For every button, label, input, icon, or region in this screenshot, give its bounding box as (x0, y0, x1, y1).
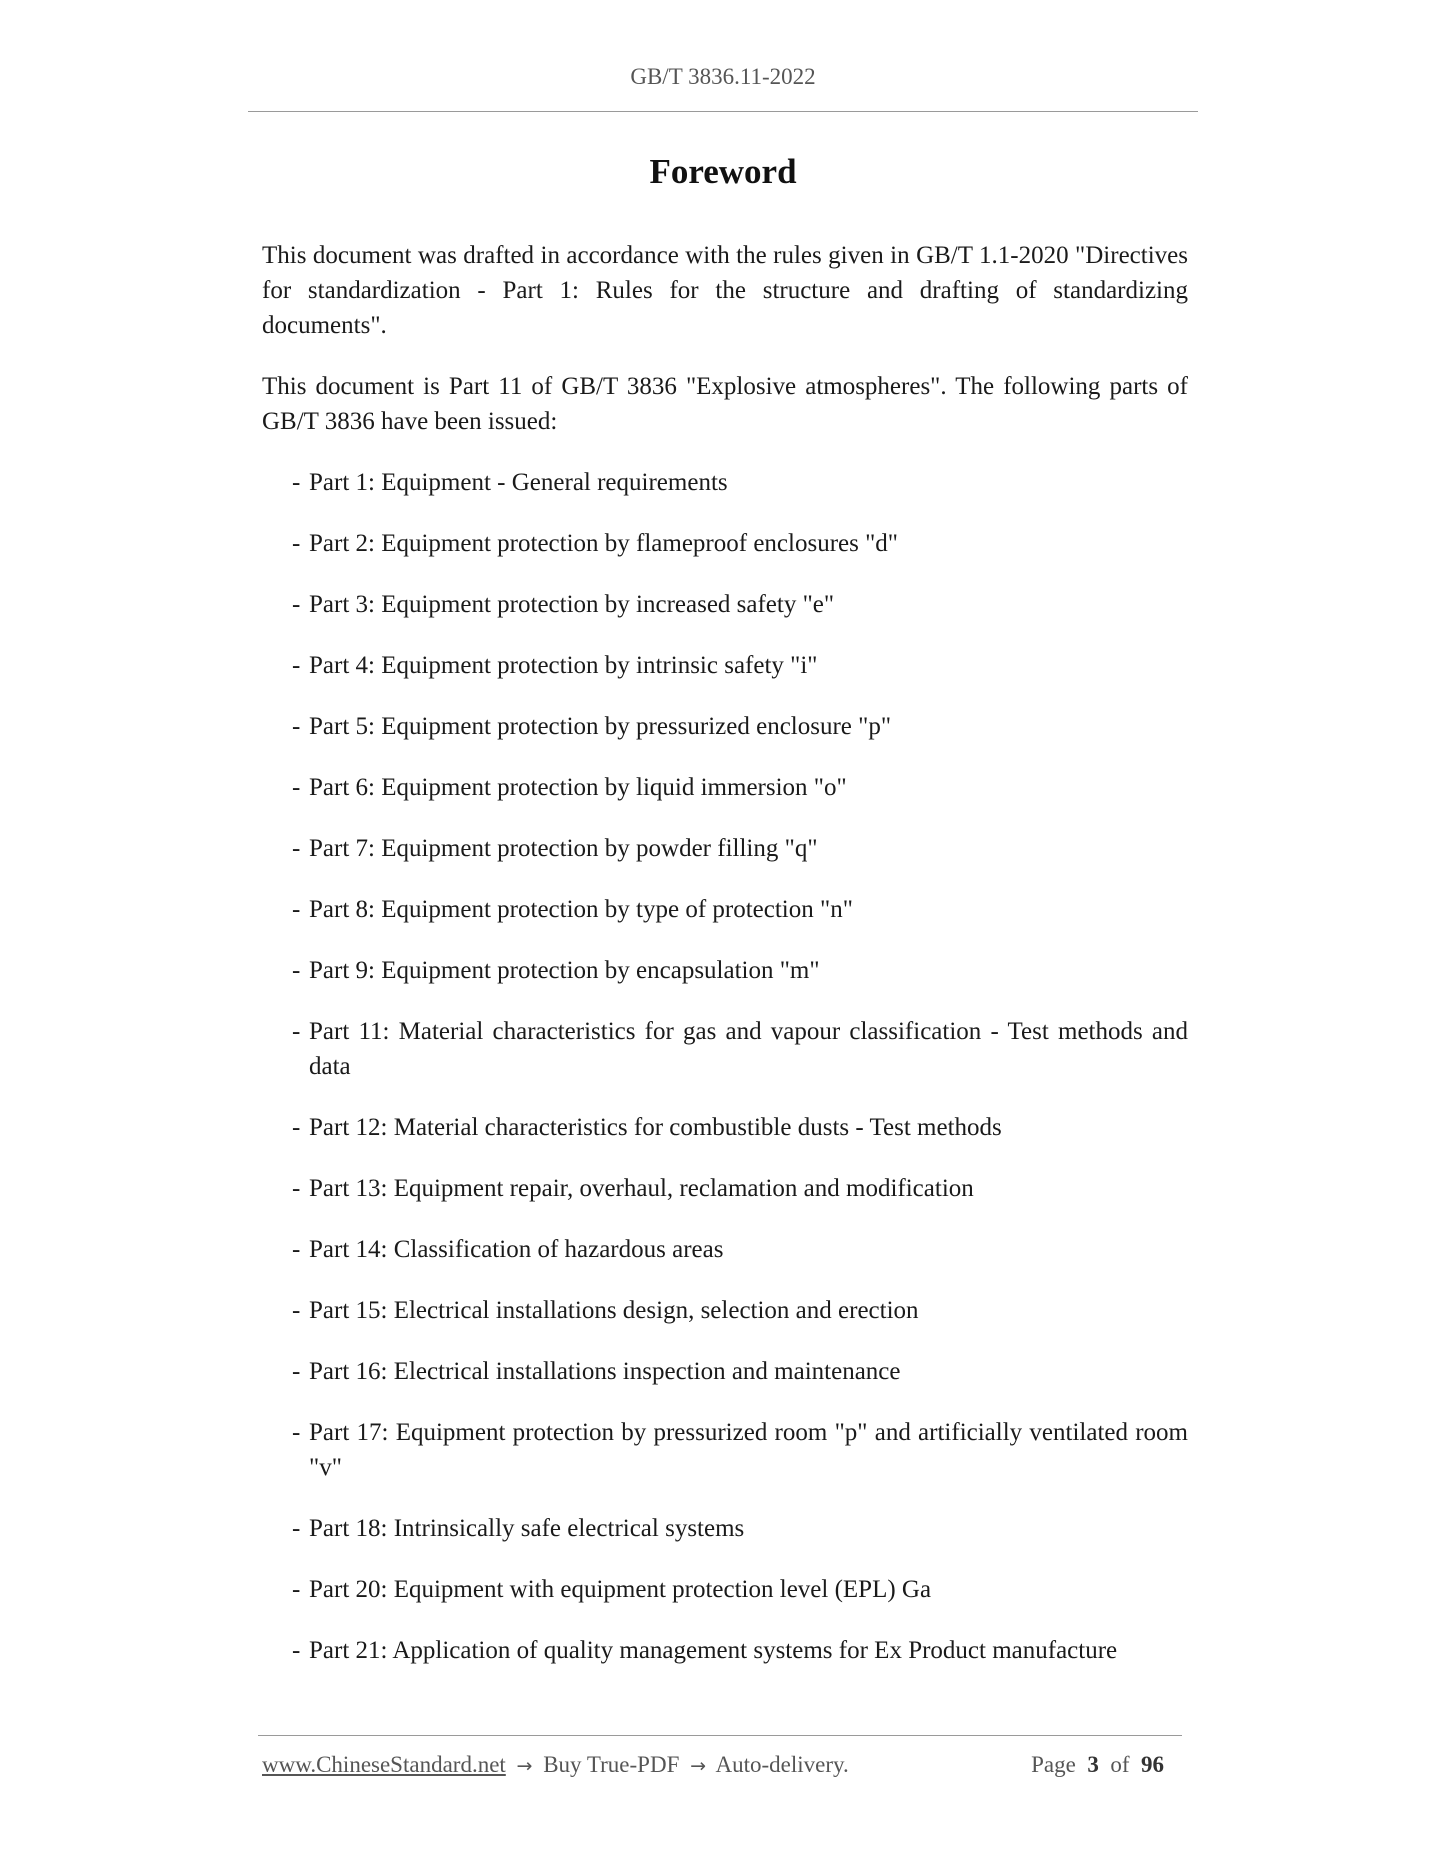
dash-bullet: - (292, 1358, 301, 1385)
arrow-right-icon: → (516, 1755, 533, 1777)
dash-bullet: - (292, 1175, 301, 1202)
dash-bullet: - (292, 1297, 301, 1324)
total-pages-number: 96 (1141, 1752, 1164, 1777)
dash-bullet: - (292, 835, 301, 862)
dash-bullet: - (292, 896, 301, 923)
list-item-text: Part 16: Electrical installations inspection and maintenance (309, 1358, 901, 1385)
list-item (262, 709, 1188, 744)
list-item-text: Part 15: Electrical installations design, selection and erection (309, 1297, 919, 1324)
list-item-text: Part 3: Equipment protection by increased safety "e" (309, 591, 835, 618)
list-item (262, 770, 1188, 805)
buy-pdf-text: Buy True-PDF (543, 1752, 680, 1777)
website-link[interactable]: www.ChineseStandard.net (262, 1752, 506, 1777)
list-item-text: Part 1: Equipment - General requirements (309, 469, 728, 496)
header-doc-code: GB/T 3836.11-2022 (630, 64, 816, 89)
list-item (262, 953, 1188, 988)
list-item-text: Part 8: Equipment protection by type of protection "n" (309, 896, 853, 923)
list-item (262, 1354, 1188, 1389)
list-item (262, 648, 1188, 683)
list-item (262, 587, 1188, 622)
list-item (262, 1232, 1188, 1267)
list-item (262, 1014, 1188, 1084)
list-item (262, 1110, 1188, 1145)
list-item-text: Part 2: Equipment protection by flameproof enclosures "d" (309, 530, 899, 557)
list-item (262, 526, 1188, 561)
dash-bullet: - (292, 530, 301, 557)
list-item-text: Part 20: Equipment with equipment protection level (EPL) Ga (309, 1576, 932, 1603)
parts-intro-paragraph: This document is Part 11 of GB/T 3836 "Explosive atmospheres". The following parts of GB/T 3836 have been issued: (262, 373, 1188, 435)
dash-bullet: - (292, 1637, 301, 1664)
page-header (248, 64, 1198, 90)
dash-bullet: - (292, 591, 301, 618)
current-page-number: 3 (1087, 1752, 1099, 1777)
list-item-text: Part 21: Application of quality management systems for Ex Product manufacture (309, 1637, 1118, 1664)
list-item-text: Part 9: Equipment protection by encapsulation "m" (309, 957, 820, 984)
list-item (262, 1572, 1188, 1607)
list-item (262, 1511, 1188, 1546)
list-item-text: Part 18: Intrinsically safe electrical systems (309, 1515, 745, 1542)
document-body (262, 238, 1188, 1694)
dash-bullet: - (292, 469, 301, 496)
arrow-right-icon: → (690, 1755, 707, 1777)
dash-bullet: - (292, 774, 301, 801)
list-item (262, 1633, 1188, 1668)
list-item-text: Part 4: Equipment protection by intrinsic safety "i" (309, 652, 818, 679)
dash-bullet: - (292, 1576, 301, 1603)
dash-bullet: - (292, 713, 301, 740)
auto-delivery-text: Auto-delivery. (715, 1752, 849, 1777)
list-item-text: Part 7: Equipment protection by powder filling "q" (309, 835, 818, 862)
of-label: of (1110, 1752, 1130, 1777)
dash-bullet: - (292, 1114, 301, 1141)
dash-bullet: - (292, 1419, 301, 1446)
list-item (262, 892, 1188, 927)
header-divider (248, 111, 1198, 112)
list-item (262, 1171, 1188, 1206)
list-item-text: Part 17: Equipment protection by pressurized room "p" and artificially ventilated room "v" (309, 1419, 1188, 1481)
list-item-text: Part 6: Equipment protection by liquid immersion "o" (309, 774, 847, 801)
list-item (262, 831, 1188, 866)
dash-bullet: - (292, 957, 301, 984)
list-item-text: Part 5: Equipment protection by pressurized enclosure "p" (309, 713, 892, 740)
dash-bullet: - (292, 1515, 301, 1542)
dash-bullet: - (292, 1018, 301, 1045)
intro-paragraph: This document was drafted in accordance with the rules given in GB/T 1.1-2020 "Directives for standardization - Part 1: Rules for the structure and drafting of standardizing documents". (262, 242, 1188, 339)
issued-parts-list (262, 465, 1188, 1668)
page-label: Page (1031, 1752, 1076, 1777)
page-indicator (1031, 1752, 1164, 1778)
dash-bullet: - (292, 1236, 301, 1263)
list-item-text: Part 13: Equipment repair, overhaul, reclamation and modification (309, 1175, 974, 1202)
page-title: Foreword (649, 152, 797, 191)
list-item (262, 465, 1188, 500)
footer-promo (262, 1752, 849, 1778)
list-item (262, 1293, 1188, 1328)
list-item-text: Part 12: Material characteristics for combustible dusts - Test methods (309, 1114, 1002, 1141)
list-item (262, 1415, 1188, 1485)
list-item-text: Part 11: Material characteristics for gas and vapour classification - Test methods and data (309, 1018, 1188, 1080)
list-item-text: Part 14: Classification of hazardous areas (309, 1236, 724, 1263)
footer-divider (258, 1735, 1182, 1736)
dash-bullet: - (292, 652, 301, 679)
page-footer (262, 1752, 1180, 1778)
